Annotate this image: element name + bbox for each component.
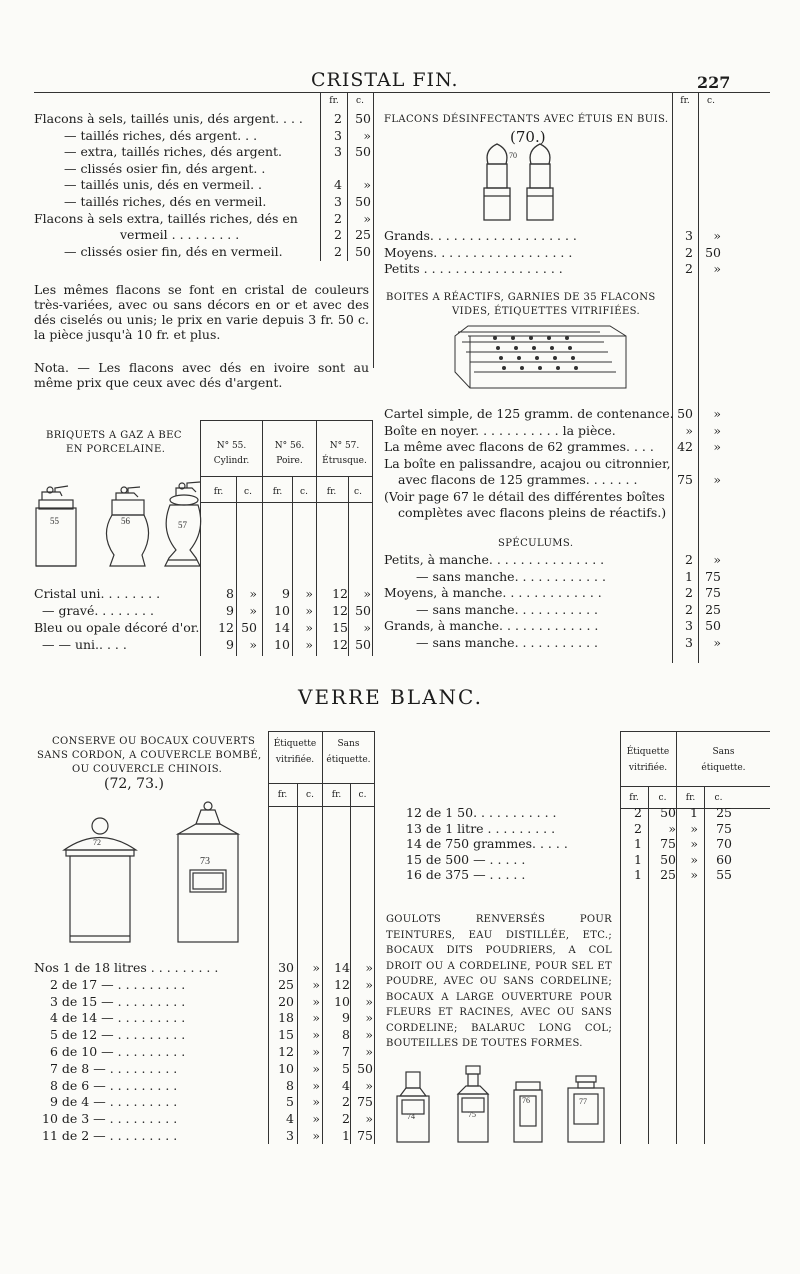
- table-cell: 2: [634, 805, 642, 820]
- table-row-label: — taillés riches, dés en vermeil.: [64, 194, 267, 209]
- fig-label-74: 74: [407, 1112, 415, 1121]
- table-row-label: — clissés osier fin, dés en vermeil.: [64, 243, 283, 259]
- table-cell: 12: [332, 586, 348, 601]
- table-cell: 60: [716, 851, 732, 867]
- table-cell: »: [249, 637, 257, 652]
- briquet-col-number: N° 57.: [329, 441, 360, 451]
- table-cell: »: [690, 836, 698, 851]
- table-row-label: 9 de 4 — . . . . . . . . .: [50, 1094, 178, 1110]
- table-cell: »: [305, 637, 313, 652]
- table-row-label: Flacons à sels, taillés unis, dés argent. . . .: [34, 111, 303, 126]
- balaruc-figure: [568, 1076, 604, 1142]
- price-fr: 3: [334, 194, 342, 209]
- price-fr: 4: [334, 177, 342, 193]
- price-fr: 2: [685, 244, 693, 260]
- table-row-label: — extra, taillés riches, dés argent.: [64, 144, 283, 160]
- page-title: CRISTAL FIN.: [311, 69, 459, 91]
- fig-label-55: 55: [50, 516, 59, 526]
- price-fr: 75: [677, 472, 693, 487]
- table-cell: 12: [278, 1044, 294, 1059]
- price-c: »: [713, 552, 721, 567]
- table-row-label: Bleu ou opale décoré d'or.: [34, 620, 200, 635]
- table-cell: 1: [690, 805, 698, 820]
- table-row-label: Cartel simple, de 125 gramm. de contenance.: [384, 406, 674, 421]
- table-cell: 5: [342, 1060, 350, 1076]
- table-cell: 5: [286, 1094, 294, 1110]
- table-cell: »: [312, 1077, 320, 1093]
- price-fr: 42: [677, 439, 693, 454]
- price-fr: 2: [334, 111, 342, 126]
- table-row-label: — taillés unis, dés en vermeil. .: [64, 177, 262, 193]
- conserve-heading-2: SANS CORDON, A COUVERCLE BOMBÉ,: [37, 750, 262, 761]
- table-cell: »: [690, 867, 698, 882]
- table-cell: »: [365, 1010, 373, 1026]
- table-row-label: Petits . . . . . . . . . . . . . . . . . .: [384, 261, 563, 276]
- price-c: 50: [705, 244, 721, 260]
- table-cell: 75: [716, 820, 732, 836]
- table-row-label: 7 de 8 — . . . . . . . . .: [50, 1060, 178, 1076]
- table-row-label: — sans manche. . . . . . . . . . .: [416, 634, 599, 650]
- table-cell: 55: [716, 867, 732, 882]
- col-header-etiquette-2: vitrifiée.: [275, 755, 315, 765]
- table-cell: 75: [660, 836, 676, 851]
- price-fr: 2: [685, 261, 693, 276]
- table-row-label: (Voir page 67 le détail des différentes boîtes: [384, 488, 665, 504]
- table-cell: »: [690, 820, 698, 836]
- table-row-label: Moyens. . . . . . . . . . . . . . . . . .: [384, 244, 573, 260]
- unit-fr: fr.: [213, 487, 224, 497]
- price-fr: 2: [685, 552, 693, 567]
- goulot-figure: [397, 1072, 429, 1142]
- table-cell: 14: [334, 960, 350, 975]
- conserve-heading: CONSERVE OU BOCAUX COUVERTS: [52, 736, 256, 747]
- unit-fr: fr.: [331, 790, 342, 800]
- table-cell: 9: [226, 603, 234, 618]
- table-cell: 15: [332, 620, 348, 635]
- briquet-col-name: Poire.: [276, 456, 303, 466]
- table-row-label: La boîte en palissandre, acajou ou citronnier,: [384, 455, 671, 471]
- table-cell: 70: [716, 836, 732, 851]
- table-cell: 50: [355, 637, 371, 652]
- price-c: »: [713, 422, 721, 438]
- table-cell: 20: [278, 993, 294, 1009]
- table-cell: »: [312, 960, 320, 975]
- fig-label-77: 77: [579, 1097, 587, 1106]
- table-cell: »: [365, 976, 373, 992]
- price-fr: 50: [677, 406, 693, 421]
- table-cell: »: [365, 1044, 373, 1059]
- price-c: »: [363, 210, 371, 226]
- desinfectants-heading: FLACONS DÉSINFECTANTS AVEC ÉTUIS EN BUIS.: [384, 114, 669, 125]
- table-cell: »: [312, 976, 320, 992]
- price-c: »: [713, 228, 721, 243]
- table-row-label: 3 de 15 — . . . . . . . . .: [50, 993, 186, 1009]
- briquet-col-name: Cylindr.: [213, 456, 250, 466]
- price-c: »: [363, 127, 371, 143]
- col-header-etiquette: Étiquette: [626, 747, 670, 757]
- table-row-label: 10 de 3 — . . . . . . . . .: [42, 1111, 178, 1127]
- unit-c: c.: [306, 790, 314, 800]
- table-cell: 10: [278, 1060, 294, 1076]
- table-cell: 75: [357, 1128, 373, 1143]
- unit-fr: fr.: [277, 790, 288, 800]
- goulots-heading: GOULOTS RENVERSÉS POUR TEINTURES, EAU DISTILLÉE, ETC.; BOCAUX DITS POUDRIERS, A COL DROIT OU A CORDELINE, POUR SEL ET POUDRE, AVEC OU SANS CORDELINE; BOCAUX A LARGE OUVERTURE POUR FLEURS ET RACINES, AVEC OU SANS CORDELINE; BALARUC LONG COL; BOUTEILLES DE TOUTES FORMES.: [386, 914, 612, 1049]
- table-cell: 25: [278, 976, 294, 992]
- table-cell: 1: [634, 867, 642, 882]
- table-row-label: Nos 1 de 18 litres . . . . . . . . .: [34, 960, 219, 975]
- price-c: »: [713, 406, 721, 421]
- table-cell: 50: [660, 805, 676, 820]
- fig-label-56: 56: [121, 516, 130, 526]
- table-row-label: 13 de 1 litre . . . . . . . . .: [406, 820, 556, 836]
- price-c: 75: [705, 585, 721, 600]
- table-cell: 8: [226, 586, 234, 601]
- flacons-paragraph: Les mêmes flacons se font en cristal de couleurs très-variées, avec ou sans décors en or et avec des dés ciselés ou unis; le prix en varie depuis 3 fr. 50 c. la pièce jusqu'à 10 fr. et plus.: [34, 282, 369, 342]
- table-cell: 3: [286, 1128, 294, 1143]
- table-row-label: — gravé. . . . . . . .: [42, 603, 154, 618]
- table-cell: »: [312, 1111, 320, 1127]
- table-cell: »: [312, 993, 320, 1009]
- column-header-c: c.: [356, 96, 364, 106]
- boites-heading: BOITES A RÉACTIFS, GARNIES DE 35 FLACONS: [386, 292, 656, 303]
- table-cell: 12: [332, 637, 348, 652]
- table-cell: »: [668, 820, 676, 836]
- briquets-heading-2: EN PORCELAINE.: [66, 444, 166, 455]
- table-cell: »: [305, 620, 313, 635]
- price-c: »: [713, 472, 721, 487]
- table-row-label: Grands. . . . . . . . . . . . . . . . . . .: [384, 228, 577, 243]
- table-cell: »: [365, 1111, 373, 1127]
- table-row-label: La même avec flacons de 62 grammes. . . .: [384, 439, 654, 454]
- fig-label-73: 73: [200, 856, 210, 867]
- table-cell: 2: [342, 1094, 350, 1110]
- table-row-label: 16 de 375 — . . . . .: [406, 867, 526, 882]
- table-cell: »: [249, 586, 257, 601]
- fig-label-75: 75: [468, 1110, 476, 1119]
- table-row-label: Petits, à manche. . . . . . . . . . . . . . .: [384, 552, 605, 567]
- unit-c: c.: [354, 487, 362, 497]
- price-c: 25: [705, 601, 721, 617]
- price-fr: 2: [334, 243, 342, 259]
- price-c: »: [713, 261, 721, 276]
- table-row-label: Boîte en noyer. . . . . . . . . . . la pièce.: [384, 422, 616, 438]
- bocal-large-figure: [514, 1082, 542, 1142]
- fig-label-57: 57: [178, 520, 187, 530]
- price-fr: 2: [334, 227, 342, 243]
- table-cell: 9: [282, 586, 290, 601]
- table-cell: 12: [332, 603, 348, 618]
- table-row-label: — — uni.. . . .: [42, 637, 127, 652]
- table-row-label: Moyens, à manche. . . . . . . . . . . . .: [384, 585, 602, 600]
- table-cell: »: [312, 1128, 320, 1143]
- table-row-label: 11 de 2 — . . . . . . . . .: [42, 1128, 178, 1143]
- table-cell: 9: [226, 637, 234, 652]
- table-row-label: 14 de 750 grammes. . . . .: [406, 836, 568, 851]
- table-cell: »: [690, 851, 698, 867]
- table-cell: 12: [218, 620, 234, 635]
- table-cell: »: [249, 603, 257, 618]
- table-cell: »: [365, 1077, 373, 1093]
- col-header-sans-2: étiquette.: [701, 763, 746, 773]
- table-row-label: — clissés osier fin, dés argent. .: [64, 160, 266, 176]
- col-header-sans: Sans: [337, 739, 360, 749]
- col-header-etiquette: Étiquette: [273, 739, 317, 749]
- unit-c: c.: [714, 793, 723, 803]
- table-row-label: — taillés riches, dés argent. . .: [64, 127, 258, 143]
- unit-c: c.: [358, 790, 367, 800]
- table-cell: »: [312, 1094, 320, 1110]
- price-c: 50: [355, 194, 371, 209]
- conserve-heading-3: OU COUVERCLE CHINOIS.: [72, 764, 223, 775]
- poudrier-figure: [458, 1066, 488, 1142]
- table-cell: 2: [634, 820, 642, 836]
- table-cell: 25: [660, 867, 676, 882]
- briquets-heading: BRIQUETS A GAZ A BEC: [46, 430, 182, 441]
- briquet-col-name: Étrusque.: [322, 456, 367, 466]
- table-cell: »: [312, 1060, 320, 1076]
- price-c: »: [713, 439, 721, 454]
- column-header-fr: fr.: [680, 96, 690, 106]
- table-row-label: avec flacons de 125 grammes. . . . . . .: [398, 472, 638, 487]
- price-fr: 2: [685, 585, 693, 600]
- section-title: VERRE BLANC.: [298, 685, 483, 709]
- unit-c: c.: [244, 487, 252, 497]
- page-number: 227: [697, 73, 731, 92]
- column-header-c: c.: [707, 96, 715, 106]
- unit-fr: fr.: [629, 793, 639, 803]
- table-cell: 50: [660, 851, 676, 867]
- price-c: 25: [355, 227, 371, 243]
- table-cell: 8: [342, 1027, 350, 1043]
- table-cell: »: [312, 1010, 320, 1026]
- table-row-label: 5 de 12 — . . . . . . . . .: [50, 1027, 186, 1043]
- price-fr: 3: [334, 144, 342, 160]
- table-cell: 10: [274, 637, 290, 652]
- table-row-label: 12 de 1 50. . . . . . . . . . .: [406, 805, 557, 820]
- price-c: 50: [355, 111, 371, 126]
- table-cell: 75: [357, 1094, 373, 1110]
- table-row-label: complètes avec flacons pleins de réactifs.): [398, 505, 667, 520]
- table-cell: 9: [342, 1010, 350, 1026]
- table-cell: 1: [634, 836, 642, 851]
- unit-fr: fr.: [326, 487, 337, 497]
- table-cell: 18: [278, 1010, 294, 1026]
- table-cell: 30: [278, 960, 294, 975]
- table-cell: »: [365, 960, 373, 975]
- table-row-label: vermeil . . . . . . . . .: [120, 227, 240, 243]
- table-row-label: — sans manche. . . . . . . . . . .: [416, 601, 599, 617]
- table-cell: 10: [334, 993, 350, 1009]
- table-row-label: — sans manche. . . . . . . . . . . .: [416, 568, 606, 584]
- price-fr: 3: [685, 228, 693, 243]
- price-c: 75: [705, 568, 721, 584]
- fig-label-70: 70: [509, 151, 517, 160]
- price-fr: 2: [334, 210, 342, 226]
- table-cell: 12: [334, 976, 350, 992]
- table-cell: 4: [286, 1111, 294, 1127]
- price-c: »: [363, 177, 371, 193]
- price-fr: 1: [685, 568, 693, 584]
- price-fr: 3: [685, 634, 693, 650]
- table-cell: »: [312, 1044, 320, 1059]
- table-cell: »: [305, 603, 313, 618]
- table-row-label: 8 de 6 — . . . . . . . . .: [50, 1077, 178, 1093]
- col-header-sans-2: étiquette.: [326, 755, 371, 765]
- table-cell: »: [363, 586, 371, 601]
- table-cell: 50: [355, 603, 371, 618]
- table-cell: »: [365, 993, 373, 1009]
- table-cell: »: [365, 1027, 373, 1043]
- price-c: 50: [355, 243, 371, 259]
- table-cell: »: [312, 1027, 320, 1043]
- table-cell: 4: [342, 1077, 350, 1093]
- table-cell: 8: [286, 1077, 294, 1093]
- table-row-label: 6 de 10 — . . . . . . . . .: [50, 1044, 186, 1059]
- price-fr: »: [685, 422, 693, 438]
- table-cell: »: [363, 620, 371, 635]
- fig-label-72: 72: [93, 838, 101, 847]
- table-cell: 1: [634, 851, 642, 867]
- price-c: »: [713, 634, 721, 650]
- table-row-label: Cristal uni. . . . . . . .: [34, 586, 161, 601]
- table-row-label: 4 de 14 — . . . . . . . . .: [50, 1010, 186, 1026]
- col-header-sans: Sans: [712, 747, 735, 757]
- price-fr: 3: [685, 618, 693, 633]
- table-cell: 1: [342, 1128, 350, 1143]
- price-c: 50: [705, 618, 721, 633]
- table-row-label: 15 de 500 — . . . . .: [406, 851, 526, 867]
- unit-c: c.: [658, 793, 667, 803]
- table-cell: 25: [716, 805, 732, 820]
- unit-fr: fr.: [272, 487, 283, 497]
- column-header-fr: fr.: [329, 96, 339, 106]
- table-cell: 2: [342, 1111, 350, 1127]
- conserve-ref: (72, 73.): [104, 776, 164, 792]
- table-cell: 50: [241, 620, 257, 635]
- table-row-label: Flacons à sels extra, taillés riches, dés en: [34, 210, 298, 226]
- desinfectants-ref: (70.): [510, 128, 546, 146]
- nota-paragraph: Nota. — Les flacons avec dés en ivoire sont au même prix que ceux avec dés d'argent.: [34, 360, 369, 390]
- briquet-col-number: N° 55.: [216, 441, 247, 451]
- boites-heading-2: VIDES, ÉTIQUETTES VITRIFIÉES.: [452, 306, 641, 317]
- table-cell: 15: [278, 1027, 294, 1043]
- briquet-col-number: N° 56.: [274, 441, 305, 451]
- table-row-label: 2 de 17 — . . . . . . . . .: [50, 976, 186, 992]
- price-fr: 2: [685, 601, 693, 617]
- price-fr: 3: [334, 127, 342, 143]
- table-cell: 50: [357, 1060, 373, 1076]
- fig-label-76: 76: [522, 1096, 530, 1105]
- table-row-label: Grands, à manche. . . . . . . . . . . . .: [384, 618, 599, 633]
- table-cell: »: [305, 586, 313, 601]
- unit-fr: fr.: [685, 793, 696, 803]
- price-c: 50: [355, 144, 371, 160]
- col-header-etiquette-2: vitrifiée.: [628, 763, 668, 773]
- table-cell: 14: [274, 620, 290, 635]
- unit-c: c.: [300, 487, 308, 497]
- speculums-heading: SPÉCULUMS.: [498, 538, 574, 549]
- table-cell: 10: [274, 603, 290, 618]
- table-cell: 7: [342, 1044, 350, 1059]
